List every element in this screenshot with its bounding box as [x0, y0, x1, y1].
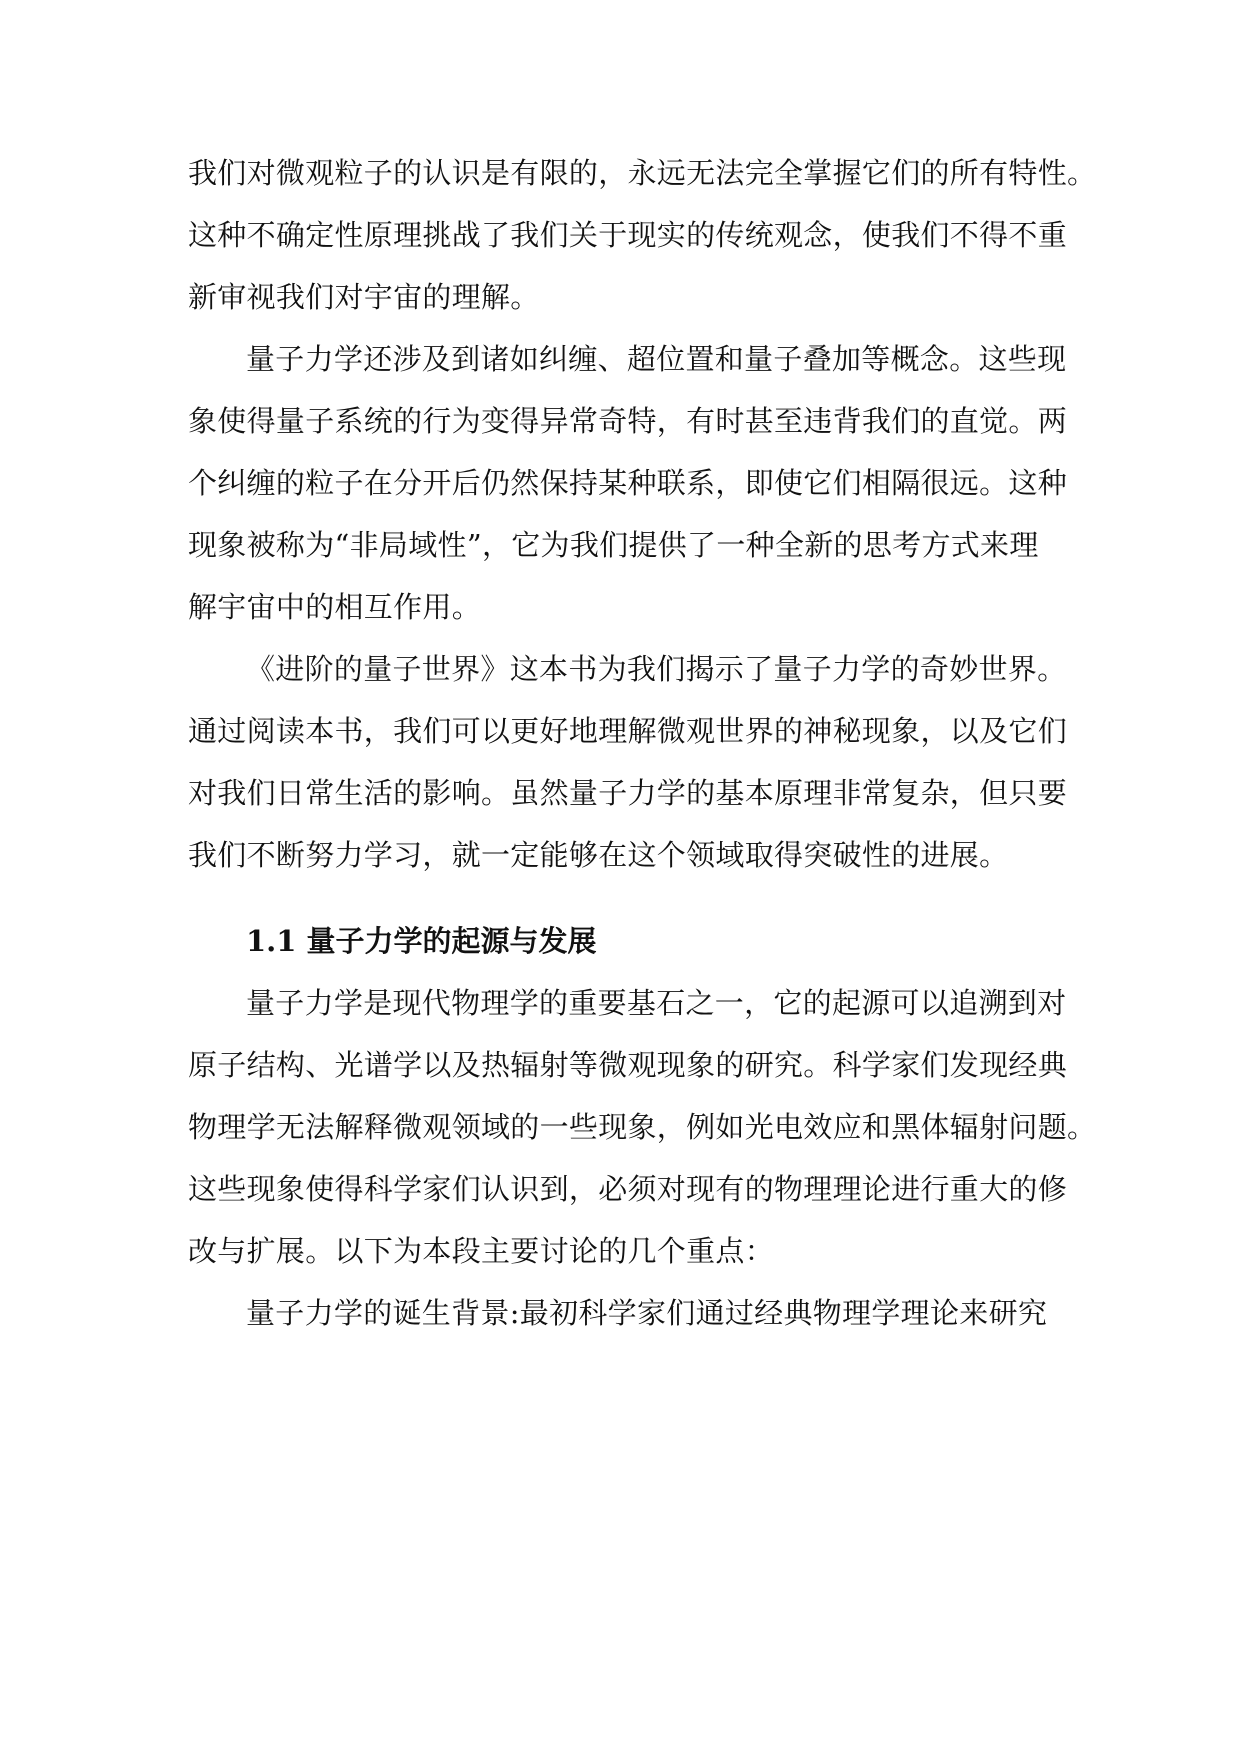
paragraph-line: 原子结构、光谱学以及热辐射等微观现象的研究。科学家们发现经典	[188, 1048, 1068, 1082]
paragraph-line: 改与扩展。以下为本段主要讨论的几个重点：	[188, 1234, 775, 1268]
paragraph-line: 个纠缠的粒子在分开后仍然保持某种联系，即使它们相隔很远。这种	[188, 466, 1068, 500]
paragraph-line: 现象被称为“非局域性”，它为我们提供了一种全新的思考方式来理	[188, 528, 1039, 562]
paragraph-line: 通过阅读本书，我们可以更好地理解微观世界的神秘现象，以及它们	[188, 714, 1068, 748]
paragraph-line: 量子力学的诞生背景:最初科学家们通过经典物理学理论来研究	[246, 1296, 1048, 1330]
paragraph-line: 对我们日常生活的影响。虽然量子力学的基本原理非常复杂，但只要	[188, 776, 1068, 810]
paragraph-line: 新审视我们对宇宙的理解。	[188, 280, 540, 314]
paragraph-line: 《进阶的量子世界》这本书为我们揭示了量子力学的奇妙世界。	[246, 652, 1067, 686]
section-heading: 1.1 量子力学的起源与发展	[246, 924, 597, 958]
paragraph-line: 我们对微观粒子的认识是有限的，永远无法完全掌握它们的所有特性。	[188, 156, 1097, 190]
paragraph-line: 我们不断努力学习，就一定能够在这个领域取得突破性的进展。	[188, 838, 1009, 872]
paragraph-line: 物理学无法解释微观领域的一些现象，例如光电效应和黑体辐射问题。	[188, 1110, 1097, 1144]
paragraph-line: 这种不确定性原理挑战了我们关于现实的传统观念，使我们不得不重	[188, 218, 1068, 252]
document-body	[188, 142, 1097, 1344]
paragraph-line: 这些现象使得科学家们认识到，必须对现有的物理理论进行重大的修	[188, 1172, 1068, 1206]
paragraph-line: 量子力学还涉及到诸如纠缠、超位置和量子叠加等概念。这些现	[246, 342, 1067, 376]
paragraph-line: 象使得量子系统的行为变得异常奇特，有时甚至违背我们的直觉。两	[188, 404, 1068, 438]
paragraph-line: 解宇宙中的相互作用。	[188, 590, 482, 624]
paragraph-line: 量子力学是现代物理学的重要基石之一，它的起源可以追溯到对	[246, 986, 1067, 1020]
